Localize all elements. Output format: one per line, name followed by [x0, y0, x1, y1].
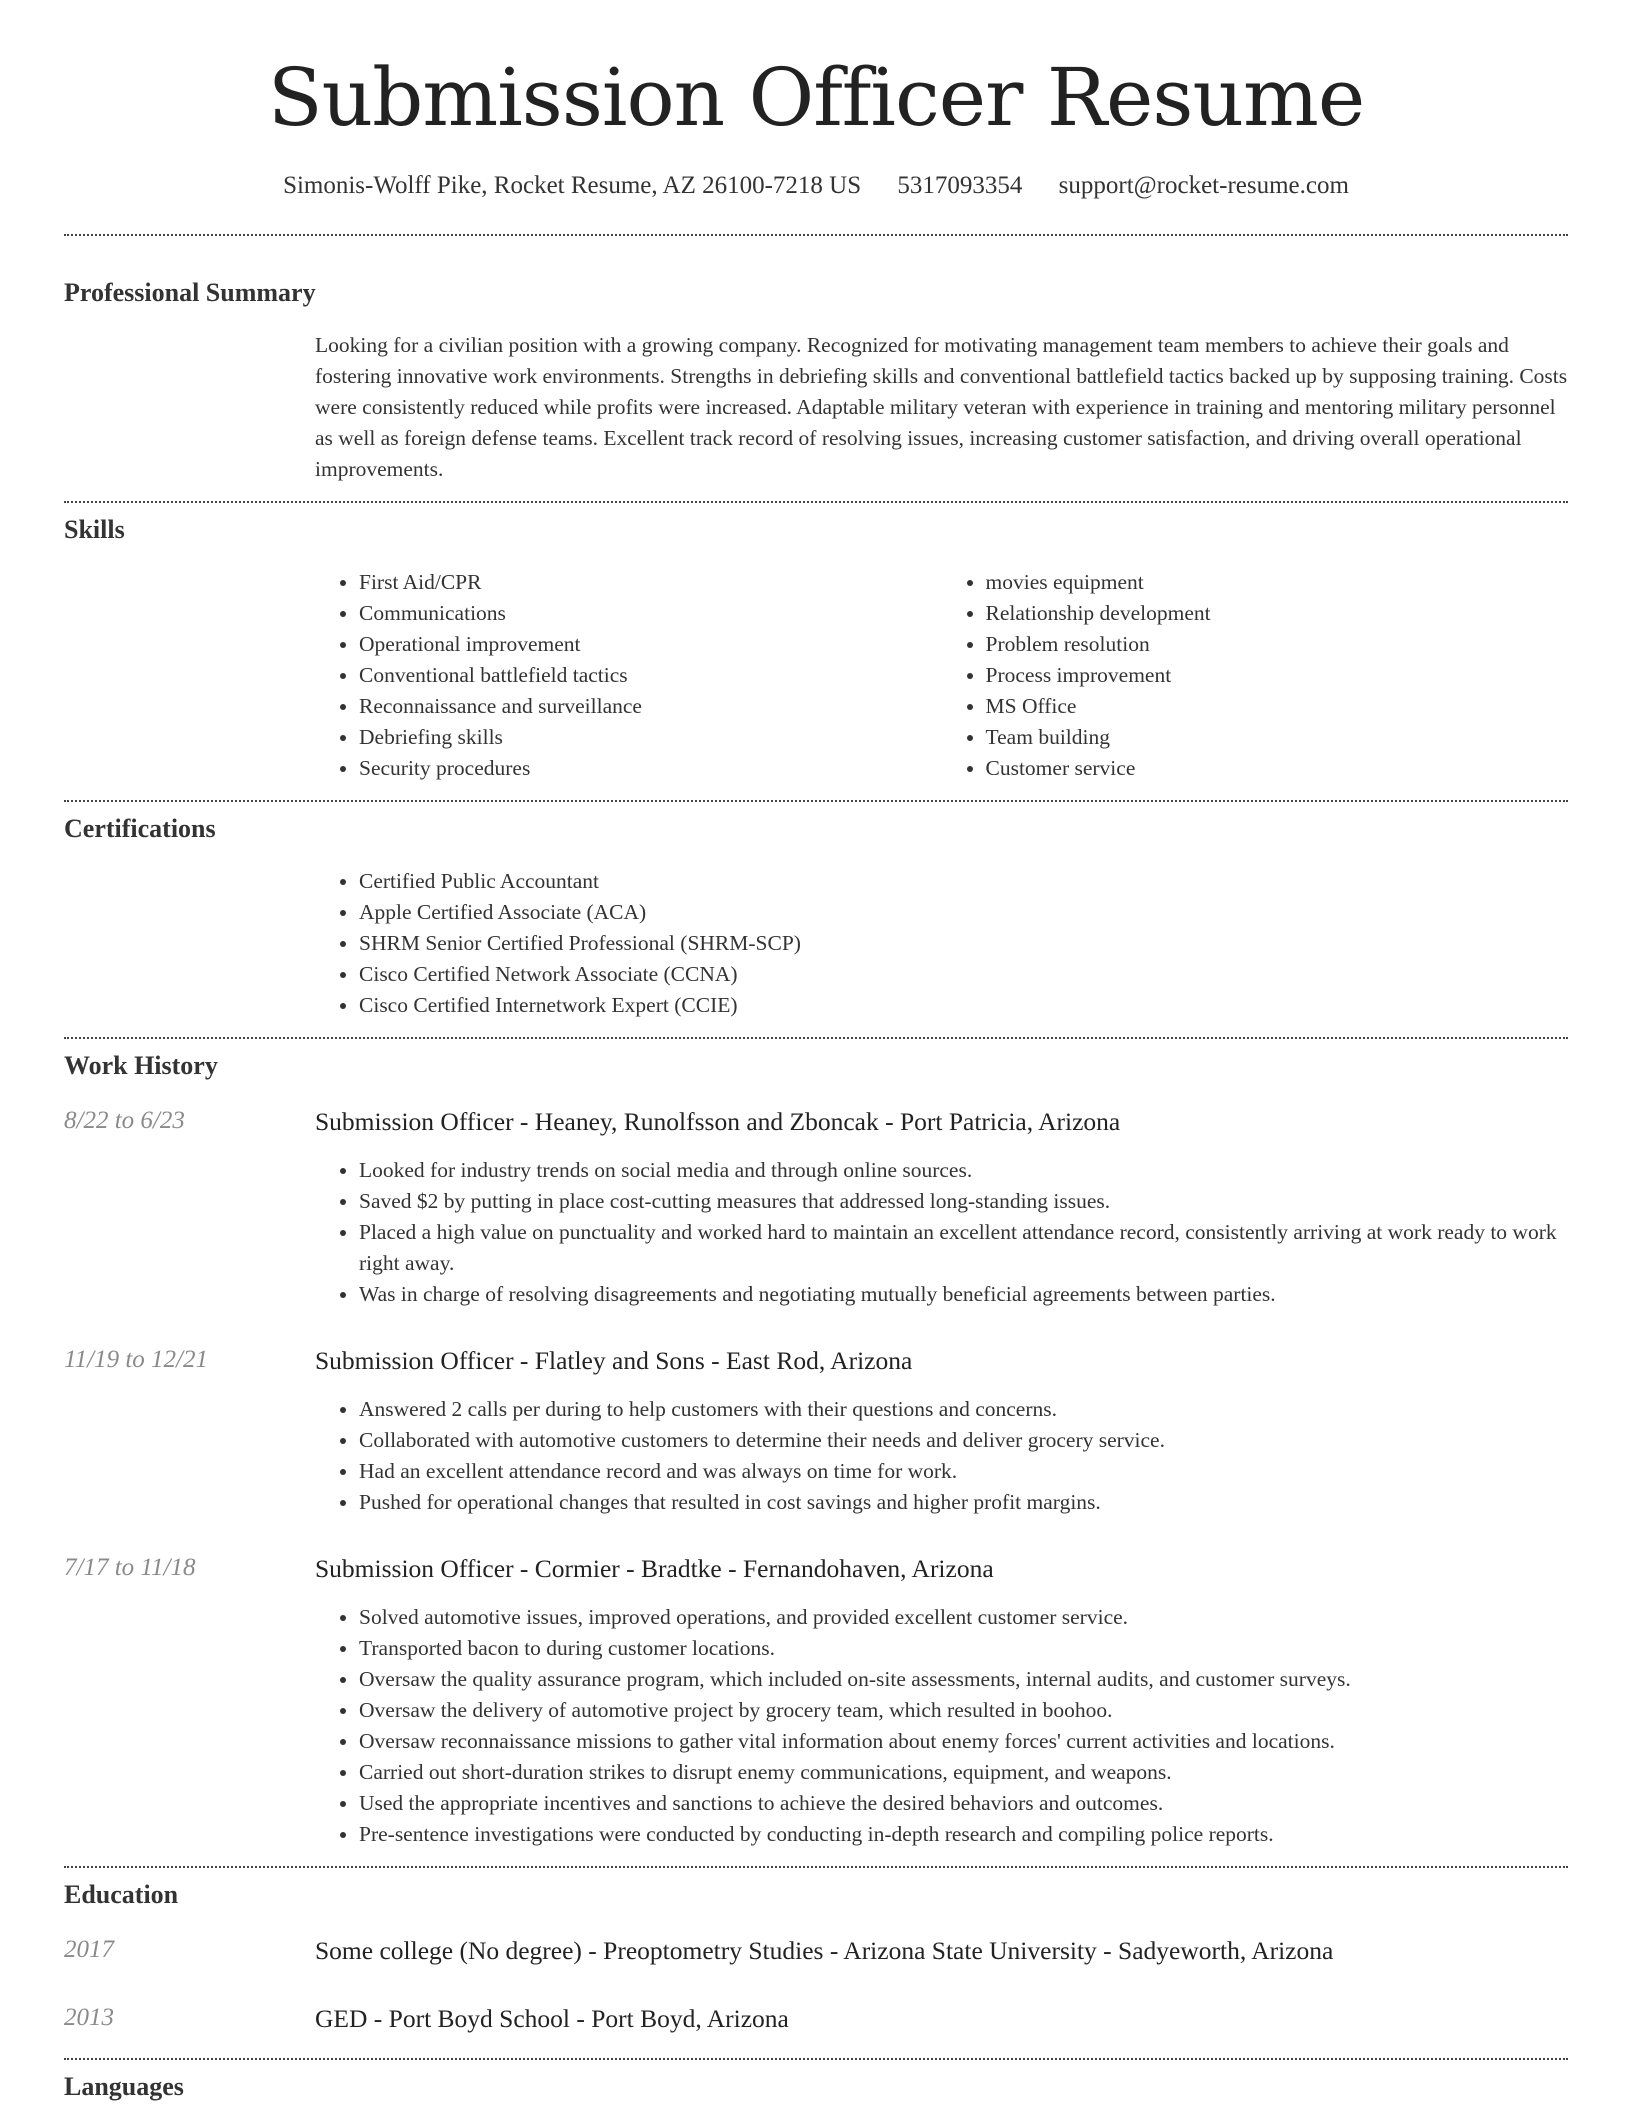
certifications-list [315, 866, 1568, 1021]
job-entry [64, 1107, 1568, 1310]
education-entry [64, 2004, 1568, 2034]
skill-item: • Process improvement [986, 660, 1569, 691]
education-title: GED - Port Boyd School - Port Boyd, Arizona [315, 2004, 789, 2033]
languages-section [64, 2072, 1568, 2102]
work-history-section [64, 1051, 1568, 1850]
certifications-body [315, 866, 1568, 1021]
skill-item: • Debriefing skills [359, 722, 942, 753]
summary-section [64, 278, 1568, 485]
skill-item: • Customer service [986, 753, 1569, 784]
job-bullet: • Transported bacon to during customer locations. [359, 1633, 1568, 1664]
certification-item: • Cisco Certified Network Associate (CCNA) [359, 959, 1568, 990]
job-entry [64, 1346, 1568, 1518]
education-heading: Education [64, 1880, 179, 1909]
skill-item: • Problem resolution [986, 629, 1569, 660]
job-body [315, 1155, 1568, 1310]
job-title: Submission Officer - Heaney, Runolfsson and Zboncak - Port Patricia, Arizona [315, 1107, 1121, 1136]
certification-item: • Cisco Certified Internetwork Expert (CCIE) [359, 990, 1568, 1021]
job-bullet: • Used the appropriate incentives and sanctions to achieve the desired behaviors and outcomes. [359, 1788, 1568, 1819]
certification-item: • Apple Certified Associate (ACA) [359, 897, 1568, 928]
section-divider [64, 1037, 1568, 1039]
job-bullet: • Solved automotive issues, improved operations, and provided excellent customer service. [359, 1602, 1568, 1633]
job-bullet: • Looked for industry trends on social media and through online sources. [359, 1155, 1568, 1186]
skills-lists [315, 567, 1568, 784]
education-year: 2013 [64, 2004, 114, 2031]
job-bullet: • Was in charge of resolving disagreements and negotiating mutually beneficial agreements between parties. [359, 1279, 1568, 1310]
job-dates: 11/19 to 12/21 [64, 1346, 208, 1373]
contact-phone: 5317093354 [897, 172, 1023, 199]
skills-heading: Skills [64, 515, 125, 544]
skills-section [64, 515, 1568, 784]
job-title: Submission Officer - Flatley and Sons - East Rod, Arizona [315, 1346, 913, 1375]
skill-item: • Team building [986, 722, 1569, 753]
education-year: 2017 [64, 1936, 114, 1963]
job-bullet: • Oversaw reconnaissance missions to gather vital information about enemy forces' current activities and locations. [359, 1726, 1568, 1757]
section-divider [64, 1866, 1568, 1868]
certification-item: • SHRM Senior Certified Professional (SHRM-SCP) [359, 928, 1568, 959]
skill-item: • Conventional battlefield tactics [359, 660, 942, 691]
job-bullets [315, 1394, 1568, 1518]
section-divider [64, 234, 1568, 236]
page-title: Submission Officer Resume [267, 51, 1365, 144]
contact-line [64, 172, 1568, 200]
contact-address: Simonis-Wolff Pike, Rocket Resume, AZ 26100-7218 US [283, 172, 862, 199]
job-bullet: • Had an excellent attendance record and was always on time for work. [359, 1456, 1568, 1487]
job-entry [64, 1554, 1568, 1850]
summary-text: Looking for a civilian position with a growing company. Recognized for motivating management team members to achieve their goals and fostering innovative work environments. Strengths in debriefing skills and conventional battlefield tactics backed up by supposing training. Costs were consistently reduced while profits were increased. Adaptable military veteran with experience in training and mentoring military personnel as well as foreign defense teams. Excellent track record of resolving issues, increasing customer satisfaction, and driving overall operational improvements. [315, 333, 1568, 481]
section-divider [64, 501, 1568, 503]
skills-list-left [315, 567, 942, 784]
job-dates: 8/22 to 6/23 [64, 1107, 185, 1134]
skills-list-right [942, 567, 1569, 784]
job-bullet: • Placed a high value on punctuality and worked hard to maintain an excellent attendance record, consistently arriving at work ready to work right away. [359, 1217, 1568, 1279]
work-history-heading: Work History [64, 1051, 218, 1080]
skill-item: • Reconnaissance and surveillance [359, 691, 942, 722]
education-title: Some college (No degree) - Preoptometry Studies - Arizona State University - Sadyeworth, Arizona [315, 1936, 1334, 1965]
certifications-heading: Certifications [64, 814, 216, 843]
job-body [315, 1394, 1568, 1518]
section-divider [64, 2058, 1568, 2060]
job-bullet: • Answered 2 calls per during to help customers with their questions and concerns. [359, 1394, 1568, 1425]
skill-item: • First Aid/CPR [359, 567, 942, 598]
summary-heading: Professional Summary [64, 278, 316, 307]
contact-email: support@rocket-resume.com [1058, 172, 1349, 199]
job-title: Submission Officer - Cormier - Bradtke - Fernandohaven, Arizona [315, 1554, 994, 1583]
job-bullet: • Collaborated with automotive customers to determine their needs and deliver grocery service. [359, 1425, 1568, 1456]
education-section [64, 1880, 1568, 2034]
section-divider [64, 800, 1568, 802]
job-bullet: • Pushed for operational changes that resulted in cost savings and higher profit margins. [359, 1487, 1568, 1518]
skill-item: • Security procedures [359, 753, 942, 784]
skill-item: • Operational improvement [359, 629, 942, 660]
job-bullet: • Saved $2 by putting in place cost-cutting measures that addressed long-standing issues. [359, 1186, 1568, 1217]
job-bullets [315, 1602, 1568, 1850]
certifications-section [64, 814, 1568, 1021]
resume-page [64, 0, 1568, 2102]
job-body [315, 1602, 1568, 1850]
job-bullet: • Oversaw the quality assurance program, which included on-site assessments, internal audits, and customer surveys. [359, 1664, 1568, 1695]
skill-item: • MS Office [986, 691, 1569, 722]
job-bullet: • Oversaw the delivery of automotive project by grocery team, which resulted in boohoo. [359, 1695, 1568, 1726]
education-entry [64, 1936, 1568, 1966]
job-bullets [315, 1155, 1568, 1310]
job-dates: 7/17 to 11/18 [64, 1554, 196, 1581]
skill-item: • Relationship development [986, 598, 1569, 629]
skill-item: • movies equipment [986, 567, 1569, 598]
job-bullet: • Pre-sentence investigations were conducted by conducting in-depth research and compiling police reports. [359, 1819, 1568, 1850]
skill-item: • Communications [359, 598, 942, 629]
languages-heading: Languages [64, 2072, 184, 2101]
job-bullet: • Carried out short-duration strikes to disrupt enemy communications, equipment, and weapons. [359, 1757, 1568, 1788]
certification-item: • Certified Public Accountant [359, 866, 1568, 897]
